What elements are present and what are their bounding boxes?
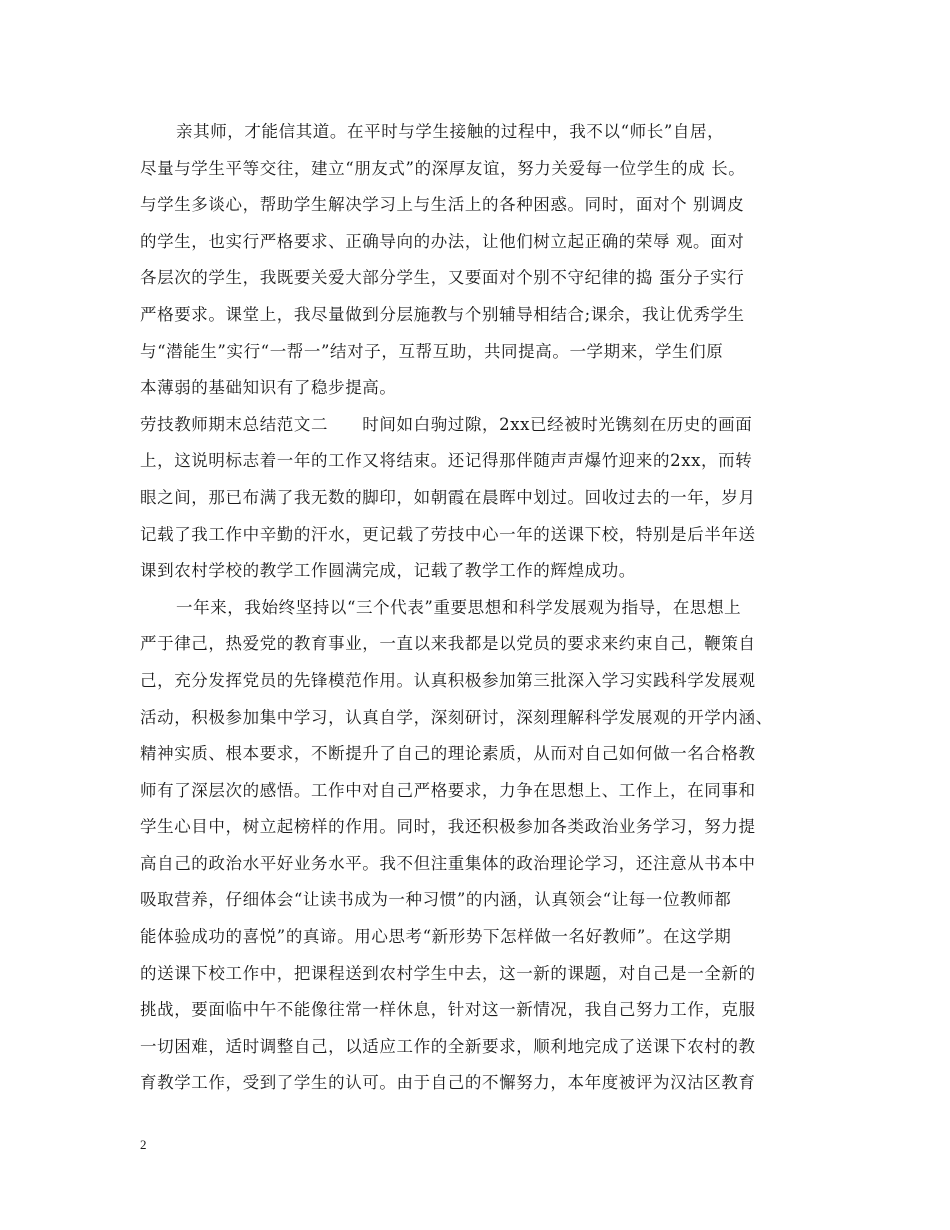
text-line: 本薄弱的基础知识有了稳步提高。 (140, 378, 397, 398)
text-line: 活动，积极参加集中学习，认真自学，深刻研讨，深刻理解科学发展观的开学内涵、 (140, 707, 773, 727)
text-line: 能体验成功的喜悦”的真谛。用心思考“新形势下怎样做一名好教师”。在这学期 (140, 927, 732, 947)
section-heading-line: 劳技教师期末总结范文二 时间如白驹过隙，2xx已经被时光镌刻在历史的画面 (140, 414, 753, 434)
text-line: 挑战，要面临中午不能像往常一样休息，针对这一新情况，我自己努力工作，克服 (140, 1000, 756, 1020)
text-line: 学生心目中，树立起榜样的作用。同时，我还积极参加各类政治业务学习，努力提 (140, 817, 756, 837)
text-line: 与学生多谈心，帮助学生解决学习上与生活上的各种困惑。同时，面对个 别调皮 (140, 195, 745, 215)
text-line: 记载了我工作中辛勤的汗水，更记载了劳技中心一年的送课下校，特别是后半年送 (140, 524, 756, 544)
text-line: 眼之间，那已布满了我无数的脚印，如朝霞在晨晖中划过。回收过去的一年，岁月 (140, 487, 756, 507)
text-line: 一年来，我始终坚持以“三个代表”重要思想和科学发展观为指导，在思想上 (176, 597, 742, 617)
text-line: 师有了深层次的感悟。工作中对自己严格要求，力争在思想上、工作上，在同事和 (140, 780, 756, 800)
text-line: 与“潜能生”实行“一帮一”结对子，互帮互助，共同提高。一学期来，学生们原 (140, 341, 724, 361)
body-text (140, 114, 820, 1102)
text-line: 上，这说明标志着一年的工作又将结束。还记得那伴随声声爆竹迎来的2xx，而转 (140, 451, 753, 471)
text-line: 严于律己，热爱党的教育事业，一直以来我都是以党员的要求来约束自己，鞭策自 (140, 634, 756, 654)
text-line: 高自己的政治水平好业务水平。我不但注重集体的政治理论学习，还注意从书本中 (140, 853, 756, 873)
text-line: 己，充分发挥党员的先锋模范作用。认真积极参加第三批深入学习实践科学发展观 (140, 670, 756, 690)
text-line: 严格要求。课堂上，我尽量做到分层施教与个别辅导相结合;课余，我让优秀学生 (140, 304, 745, 324)
text-line: 一切困难，适时调整自己，以适应工作的全新要求，顺利地完成了送课下农村的教 (140, 1036, 756, 1056)
text-line: 各层次的学生，我既要关爱大部分学生，又要面对个别不守纪律的捣 蛋分子实行 (140, 268, 745, 288)
text-line: 精神实质、根本要求，不断提升了自己的理论素质，从而对自己如何做一名合格教 (140, 744, 756, 764)
text-line: 亲其师，才能信其道。在平时与学生接触的过程中，我不以“师长”自居， (176, 122, 725, 141)
text-line: 课到农村学校的教学工作圆满完成，记载了教学工作的辉煌成功。 (140, 561, 636, 581)
text-line: 吸取营养，仔细体会“让读书成为一种习惯”的内涵，认真领会“让每一位教师都 (140, 890, 732, 910)
page-number: 2 (140, 1137, 147, 1152)
text-line: 的学生，也实行严格要求、正确导向的办法，让他们树立起正确的荣辱 观。面对 (140, 231, 745, 251)
text-line: 尽量与学生平等交往，建立“朋友式”的深厚友谊，努力关爱每一位学生的成 长。 (140, 158, 746, 178)
text-line: 育教学工作，受到了学生的认可。由于自己的不懈努力，本年度被评为汉沽区教育 (140, 1073, 756, 1093)
text-line: 的送课下校工作中，把课程送到农村学生中去，这一新的课题，对自己是一全新的 (140, 963, 756, 983)
